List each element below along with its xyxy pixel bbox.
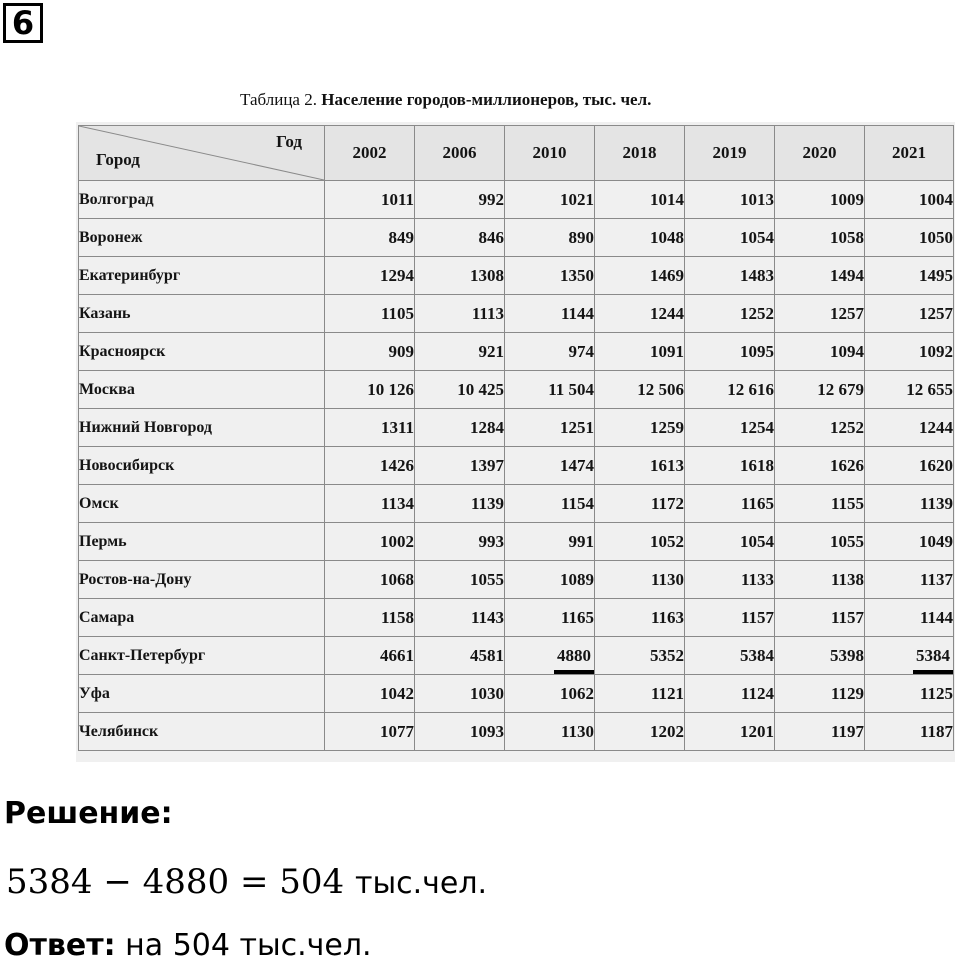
table-row	[79, 295, 954, 333]
population-cell: 4661	[325, 637, 415, 675]
population-cell: 890	[505, 219, 595, 257]
population-cell: 1049	[865, 523, 954, 561]
solution-heading: Решение:	[4, 796, 173, 831]
city-name-cell: Пермь	[79, 523, 325, 561]
population-cell: 1483	[685, 257, 775, 295]
population-cell: 909	[325, 333, 415, 371]
population-cell: 1121	[595, 675, 685, 713]
population-cell: 1294	[325, 257, 415, 295]
population-table	[78, 125, 954, 751]
population-cell: 1350	[505, 257, 595, 295]
population-cell: 1091	[595, 333, 685, 371]
population-cell: 1144	[505, 295, 595, 333]
caption-label: Таблица 2.	[240, 90, 317, 109]
population-cell: 1129	[775, 675, 865, 713]
city-name-cell: Воронеж	[79, 219, 325, 257]
population-cell: 1125	[865, 675, 954, 713]
city-name-cell: Новосибирск	[79, 447, 325, 485]
population-cell: 1187	[865, 713, 954, 751]
table-row	[79, 447, 954, 485]
task-number: 6	[11, 4, 35, 42]
population-cell: 1139	[865, 485, 954, 523]
population-cell: 1002	[325, 523, 415, 561]
population-cell: 1011	[325, 181, 415, 219]
corner-header-cell	[79, 126, 325, 181]
caption-title: Население городов-миллионеров, тыс. чел.	[321, 90, 652, 109]
population-cell: 1165	[505, 599, 595, 637]
population-cell: 1124	[685, 675, 775, 713]
underlined-value: 4880	[554, 646, 594, 674]
population-cell: 1013	[685, 181, 775, 219]
underlined-value: 5384	[913, 646, 953, 674]
population-cell: 1618	[685, 447, 775, 485]
population-cell: 1244	[595, 295, 685, 333]
population-cell: 1058	[775, 219, 865, 257]
table-row	[79, 257, 954, 295]
year-header: 2002	[325, 126, 415, 181]
population-cell: 1259	[595, 409, 685, 447]
year-header: 2006	[415, 126, 505, 181]
table-row	[79, 523, 954, 561]
population-cell: 1021	[505, 181, 595, 219]
population-cell: 1133	[685, 561, 775, 599]
population-cell: 1105	[325, 295, 415, 333]
table-row	[79, 485, 954, 523]
population-cell: 1094	[775, 333, 865, 371]
population-cell: 1054	[685, 219, 775, 257]
population-cell: 921	[415, 333, 505, 371]
population-cell: 10 126	[325, 371, 415, 409]
population-cell: 1426	[325, 447, 415, 485]
population-cell: 1165	[685, 485, 775, 523]
population-cell: 1030	[415, 675, 505, 713]
population-cell: 1054	[685, 523, 775, 561]
table-caption	[240, 90, 651, 110]
population-cell: 1139	[415, 485, 505, 523]
year-header: 2021	[865, 126, 954, 181]
population-cell: 1311	[325, 409, 415, 447]
population-cell: 12 506	[595, 371, 685, 409]
population-cell: 974	[505, 333, 595, 371]
population-cell: 1251	[505, 409, 595, 447]
population-cell: 4581	[415, 637, 505, 675]
table-row	[79, 713, 954, 751]
table-row	[79, 333, 954, 371]
population-cell: 1154	[505, 485, 595, 523]
population-cell: 1254	[685, 409, 775, 447]
task-number-box	[3, 3, 43, 43]
city-name-cell: Челябинск	[79, 713, 325, 751]
population-cell: 846	[415, 219, 505, 257]
population-cell: 1257	[775, 295, 865, 333]
population-cell: 1157	[775, 599, 865, 637]
population-cell: 1201	[685, 713, 775, 751]
formula-expression: 5384 − 4880 = 504	[6, 862, 345, 902]
table-row	[79, 637, 954, 675]
table-row	[79, 561, 954, 599]
year-header: 2019	[685, 126, 775, 181]
corner-city-label: Город	[96, 150, 140, 169]
city-name-cell: Красноярск	[79, 333, 325, 371]
population-cell: 12 616	[685, 371, 775, 409]
table-row	[79, 371, 954, 409]
city-name-cell: Омск	[79, 485, 325, 523]
population-cell: 992	[415, 181, 505, 219]
city-name-cell: Нижний Новгород	[79, 409, 325, 447]
population-cell: 1143	[415, 599, 505, 637]
population-cell: 1252	[685, 295, 775, 333]
city-name-cell: Волгоград	[79, 181, 325, 219]
city-name-cell: Ростов-на-Дону	[79, 561, 325, 599]
population-cell: 1494	[775, 257, 865, 295]
answer-label: Ответ:	[4, 928, 116, 963]
population-cell: 1130	[505, 713, 595, 751]
population-cell: 1042	[325, 675, 415, 713]
population-cell: 12 679	[775, 371, 865, 409]
year-header: 2010	[505, 126, 595, 181]
population-cell: 1197	[775, 713, 865, 751]
solution-formula	[6, 862, 487, 902]
year-header: 2020	[775, 126, 865, 181]
population-cell: 1092	[865, 333, 954, 371]
population-cell: 1055	[775, 523, 865, 561]
population-cell: 1172	[595, 485, 685, 523]
population-cell: 10 425	[415, 371, 505, 409]
city-name-cell: Санкт-Петербург	[79, 637, 325, 675]
population-cell: 993	[415, 523, 505, 561]
population-cell: 5352	[595, 637, 685, 675]
population-cell: 1397	[415, 447, 505, 485]
population-cell: 1158	[325, 599, 415, 637]
population-cell: 1095	[685, 333, 775, 371]
population-cell: 1252	[775, 409, 865, 447]
population-cell: 1052	[595, 523, 685, 561]
population-cell: 1202	[595, 713, 685, 751]
population-cell: 1613	[595, 447, 685, 485]
city-name-cell: Уфа	[79, 675, 325, 713]
population-cell: 1620	[865, 447, 954, 485]
population-cell	[505, 637, 595, 675]
population-cell: 1093	[415, 713, 505, 751]
population-cell: 1495	[865, 257, 954, 295]
population-cell: 1308	[415, 257, 505, 295]
city-name-cell: Москва	[79, 371, 325, 409]
population-cell: 1469	[595, 257, 685, 295]
population-cell: 1244	[865, 409, 954, 447]
table-row	[79, 599, 954, 637]
year-header: 2018	[595, 126, 685, 181]
answer-text: на 504 тыс.чел.	[125, 928, 372, 963]
answer-line	[4, 928, 372, 963]
formula-unit: тыс.чел.	[354, 866, 488, 901]
population-cell: 1257	[865, 295, 954, 333]
population-cell: 1113	[415, 295, 505, 333]
population-cell: 1163	[595, 599, 685, 637]
population-cell: 1157	[685, 599, 775, 637]
population-cell: 849	[325, 219, 415, 257]
city-name-cell: Самара	[79, 599, 325, 637]
population-cell: 1050	[865, 219, 954, 257]
table-row	[79, 409, 954, 447]
corner-year-label: Год	[276, 132, 302, 151]
population-cell: 1137	[865, 561, 954, 599]
population-cell: 1284	[415, 409, 505, 447]
population-cell: 1014	[595, 181, 685, 219]
population-cell: 1626	[775, 447, 865, 485]
population-cell	[865, 637, 954, 675]
population-cell: 991	[505, 523, 595, 561]
table-row	[79, 181, 954, 219]
population-cell: 1134	[325, 485, 415, 523]
population-cell: 1138	[775, 561, 865, 599]
population-cell: 1077	[325, 713, 415, 751]
population-cell: 5384	[685, 637, 775, 675]
population-cell: 1062	[505, 675, 595, 713]
population-cell: 1130	[595, 561, 685, 599]
table-row	[79, 675, 954, 713]
population-cell: 1144	[865, 599, 954, 637]
population-cell: 1068	[325, 561, 415, 599]
table-body	[79, 181, 954, 751]
population-cell: 1048	[595, 219, 685, 257]
population-cell: 1009	[775, 181, 865, 219]
population-cell: 11 504	[505, 371, 595, 409]
population-cell: 1155	[775, 485, 865, 523]
city-name-cell: Казань	[79, 295, 325, 333]
table-row	[79, 219, 954, 257]
population-cell: 12 655	[865, 371, 954, 409]
city-name-cell: Екатеринбург	[79, 257, 325, 295]
population-cell: 1004	[865, 181, 954, 219]
header-row	[79, 126, 954, 181]
population-cell: 5398	[775, 637, 865, 675]
population-cell: 1055	[415, 561, 505, 599]
population-cell: 1474	[505, 447, 595, 485]
population-cell: 1089	[505, 561, 595, 599]
